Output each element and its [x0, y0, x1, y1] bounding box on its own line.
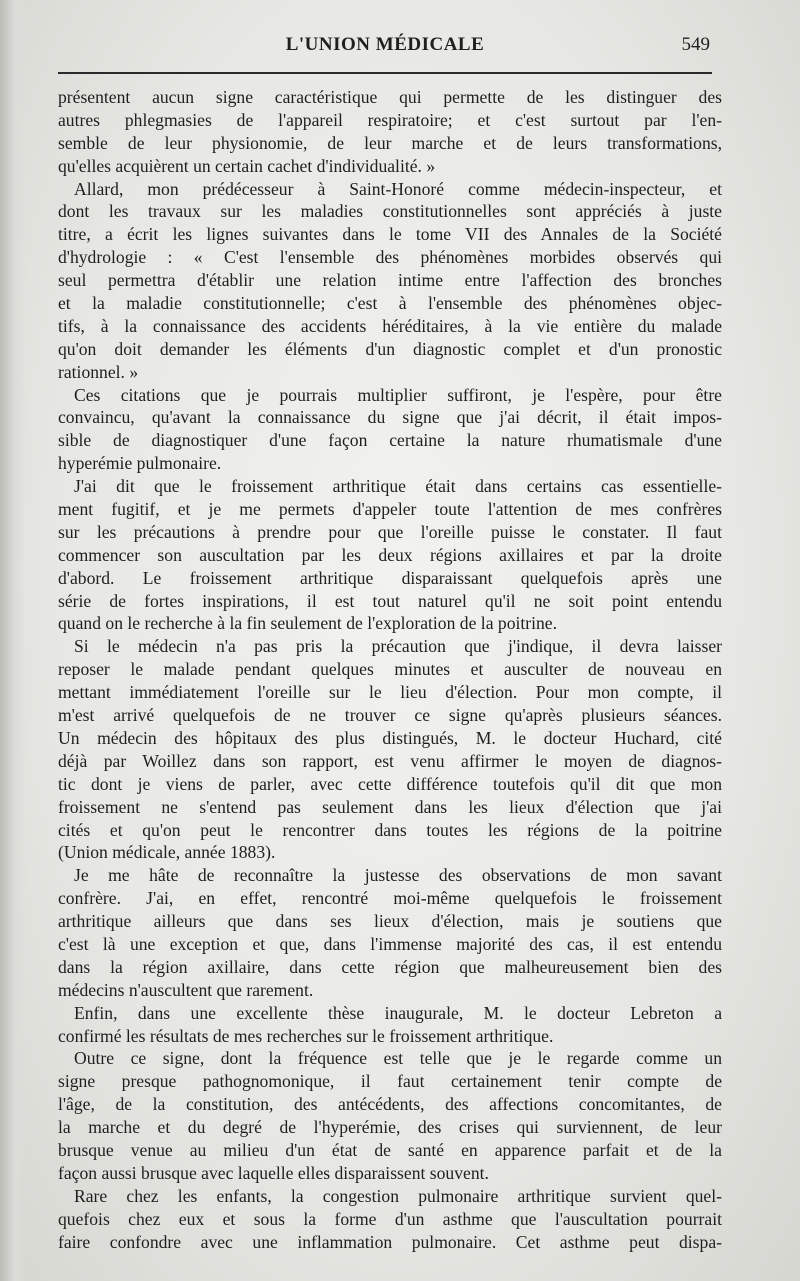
text-line: faire confondre avec une inflammation pulmonaire. Cet asthme peut dispa- [58, 1231, 722, 1252]
text-line: titre, a écrit les lignes suivantes dans le tome VII des Annales de la Société [58, 224, 722, 245]
text-line: série de fortes inspirations, il est tout naturel qu'il ne soit point entendu [58, 590, 722, 611]
text-line: Enfin, dans une excellente thèse inaugurale, M. le docteur Lebreton a [74, 1002, 722, 1023]
text-line: sur les précautions à prendre pour que l'oreille puisse le constater. Il faut [58, 521, 722, 542]
text-line: m'est arrivé quelquefois de ne trouver ce signe qu'après plusieurs séances. [58, 705, 722, 726]
text-line: déjà par Woillez dans son rapport, est venu affirmer le moyen de diagnos- [58, 750, 722, 771]
text-line: (Union médicale, année 1883). [58, 842, 276, 863]
text-line: convaincu, qu'avant la connaissance du signe que j'ai décrit, il était impos- [58, 407, 722, 428]
text-line: présentent aucun signe caractéristique qui permette de les distinguer des [58, 87, 722, 107]
text-line: d'abord. Le froissement arthritique disparaissant quelquefois après une [58, 567, 722, 588]
text-line: cités et qu'on peut le rencontrer dans toutes les régions de la poitrine [58, 819, 722, 840]
body-text [58, 86, 722, 1253]
journal-title: L'UNION MÉDICALE [285, 34, 485, 55]
text-line: dans la région axillaire, dans cette région que malheureusement bien des [58, 956, 722, 977]
text-line: Si le médecin n'a pas pris la précaution que j'indique, il devra laisser [74, 636, 722, 657]
text-line: arthritique ailleurs que dans ses lieux d'élection, mais je soutiens que [58, 911, 722, 932]
text-line: semble de leur physionomie, de leur marche et de leurs transformations, [58, 132, 722, 153]
text-line: d'hydrologie : « C'est l'ensemble des phénomènes morbides observés qui [58, 247, 722, 268]
text-line: Ces citations que je pourrais multiplier suffiront, je l'espère, pour être [74, 384, 722, 405]
text-line: qu'on doit demander les éléments d'un diagnostic complet et d'un pronostic [58, 338, 722, 359]
text-line: la marche et du degré de l'hyperémie, des crises qui surviennent, de leur [58, 1117, 722, 1138]
text-line: Allard, mon prédécesseur à Saint-Honoré comme médecin-inspecteur, et [74, 178, 722, 199]
text-line: Rare chez les enfants, la congestion pulmonaire arthritique survient quel- [74, 1185, 722, 1206]
text-line: tic dont je viens de parler, avec cette différence toutefois qu'il dit que mon [58, 773, 722, 794]
text-line: quefois chez eux et sous la forme d'un asthme que l'auscultation pourrait [58, 1208, 722, 1229]
text-line: qu'elles acquièrent un certain cachet d'individualité. » [58, 155, 436, 176]
text-line: Outre ce signe, dont la fréquence est telle que je le regarde comme un [74, 1048, 722, 1069]
text-line: médecins n'auscultent que rarement. [58, 979, 314, 1000]
text-line: confrère. J'ai, en effet, rencontré moi-même quelquefois le froissement [58, 888, 722, 909]
text-line: autres phlegmasies de l'appareil respiratoire; et c'est surtout par l'en- [58, 109, 722, 130]
text-line: hyperémie pulmonaire. [58, 453, 222, 474]
text-line: Je me hâte de reconnaître la justesse des observations de mon savant [74, 865, 722, 886]
text-line: et la maladie constitutionnelle; c'est à l'ensemble des phénomènes objec- [58, 293, 722, 314]
text-line: quand on le recherche à la fin seulement de l'exploration de la poitrine. [58, 613, 558, 634]
text-line: brusque venue au milieu d'un état de santé en apparence parfait et de la [58, 1139, 722, 1160]
header-rule [58, 72, 712, 74]
text-line: l'âge, de la constitution, des antécédents, des affections concomitantes, de [58, 1094, 722, 1115]
text-line: seul permettra d'établir une relation intime entre l'affection des bronches [58, 270, 722, 291]
text-line: c'est là une exception et que, dans l'immense majorité des cas, il est entendu [58, 933, 722, 954]
page-number: 549 [681, 34, 710, 55]
text-line: rationnel. » [58, 361, 139, 382]
text-line: mettant immédiatement l'oreille sur le lieu d'élection. Pour mon compte, il [58, 682, 722, 703]
text-line: J'ai dit que le froissement arthritique était dans certains cas essentielle- [74, 476, 722, 497]
text-line: reposer le malade pendant quelques minutes et ausculter de nouveau en [58, 659, 722, 680]
text-line: Un médecin des hôpitaux des plus distingués, M. le docteur Huchard, cité [58, 727, 722, 748]
running-head [58, 34, 712, 64]
text-line: tifs, à la connaissance des accidents héréditaires, à la vie entière du malade [58, 315, 722, 336]
text-line: façon aussi brusque avec laquelle elles disparaissent souvent. [58, 1162, 489, 1183]
text-line: ment fugitif, et je me permets d'appeler toute l'attention de mes confrères [58, 499, 722, 520]
text-line: confirmé les résultats de mes recherches sur le froissement arthritique. [58, 1025, 554, 1046]
text-line: commencer son auscultation par les deux régions axillaires et par la droite [58, 544, 722, 565]
text-line: froissement ne s'entend pas seulement dans les lieux d'élection que j'ai [58, 796, 722, 817]
text-line: dont les travaux sur les maladies constitutionnelles sont appréciés à juste [58, 201, 722, 222]
text-line: signe presque pathognomonique, il faut certainement tenir compte de [58, 1071, 722, 1092]
text-line: sible de diagnostiquer d'une façon certaine la nature rhumatismale d'une [58, 430, 722, 451]
